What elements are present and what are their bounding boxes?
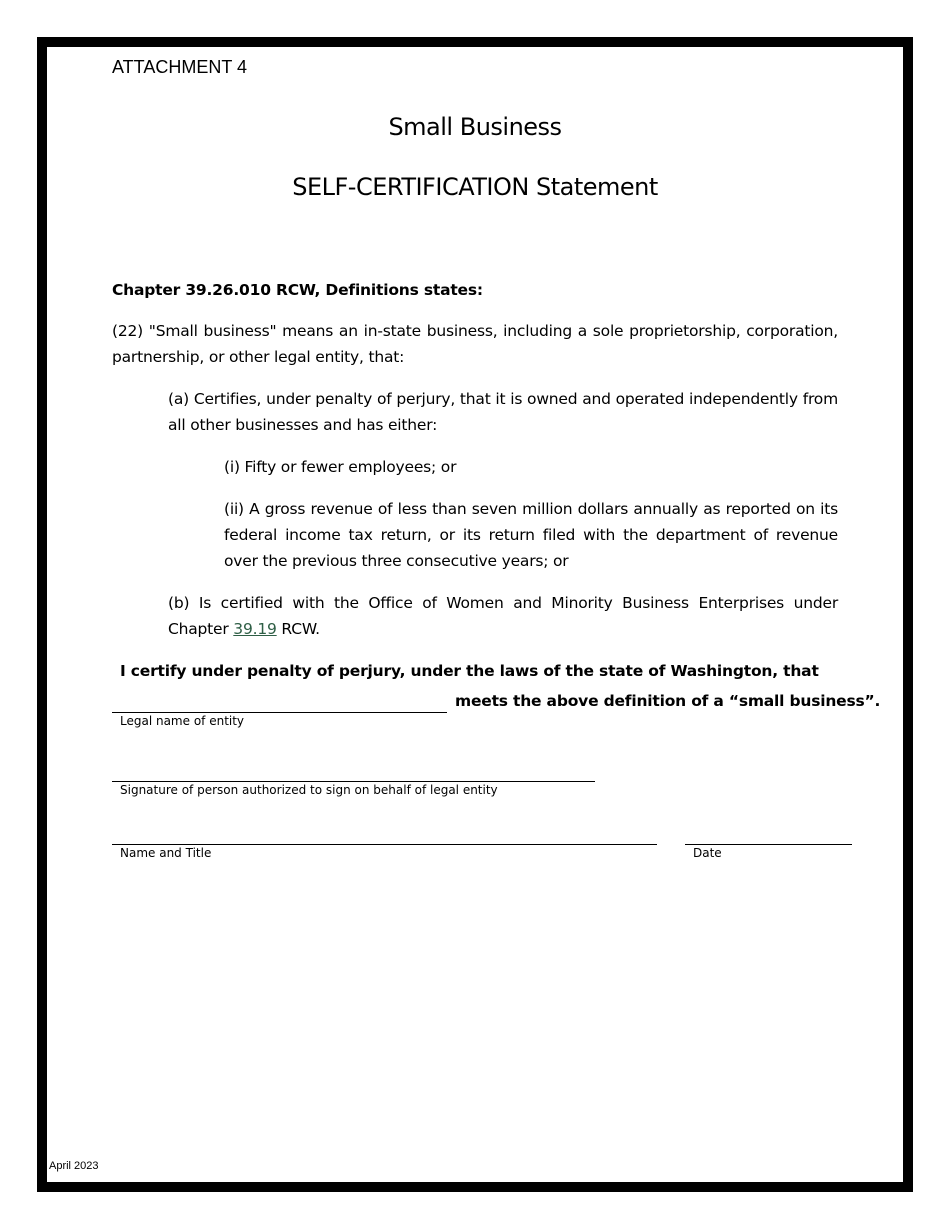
clause-b-prefix: (b) Is certified with the Office of Women and Minority Business Enterprises under Chapter	[168, 594, 838, 638]
legal-name-field[interactable]	[112, 712, 447, 713]
certification-statement: I certify under penalty of perjury, under the laws of the state of Washington, that	[120, 662, 819, 680]
definition-paragraph-22: (22) "Small business" means an in-state business, including a sole proprietorship, corporation, partnership, or other legal entity, that:	[112, 322, 838, 366]
clause-b-suffix: RCW.	[276, 620, 320, 638]
rcw-39-19-link[interactable]: 39.19	[233, 620, 277, 638]
definition-clause-ii: (ii) A gross revenue of less than seven million dollars annually as reported on its federal income tax return, or its return filed with the department of revenue over the previous three consecutive years; or	[224, 500, 838, 570]
date-field[interactable]	[685, 844, 852, 845]
definitions-heading: Chapter 39.26.010 RCW, Definitions states:	[112, 281, 483, 299]
signature-field[interactable]	[112, 781, 595, 782]
footer-date: April 2023	[49, 1160, 99, 1172]
date-label: Date	[693, 846, 722, 860]
title-line-1: Small Business	[388, 113, 562, 141]
definition-clause-a: (a) Certifies, under penalty of perjury, that it is owned and operated independently from all other businesses and has either:	[168, 390, 838, 434]
name-title-field[interactable]	[112, 844, 657, 845]
title-line-2: SELF-CERTIFICATION Statement	[292, 173, 658, 201]
legal-name-label: Legal name of entity	[120, 714, 245, 728]
attachment-label: ATTACHMENT 4	[112, 57, 248, 77]
definition-clause-b	[168, 590, 838, 642]
definition-clause-i: (i) Fifty or fewer employees; or	[224, 458, 457, 476]
meets-definition-text: meets the above definition of a “small business”.	[455, 692, 881, 710]
name-title-label: Name and Title	[120, 846, 212, 860]
signature-label: Signature of person authorized to sign on behalf of legal entity	[120, 783, 498, 797]
